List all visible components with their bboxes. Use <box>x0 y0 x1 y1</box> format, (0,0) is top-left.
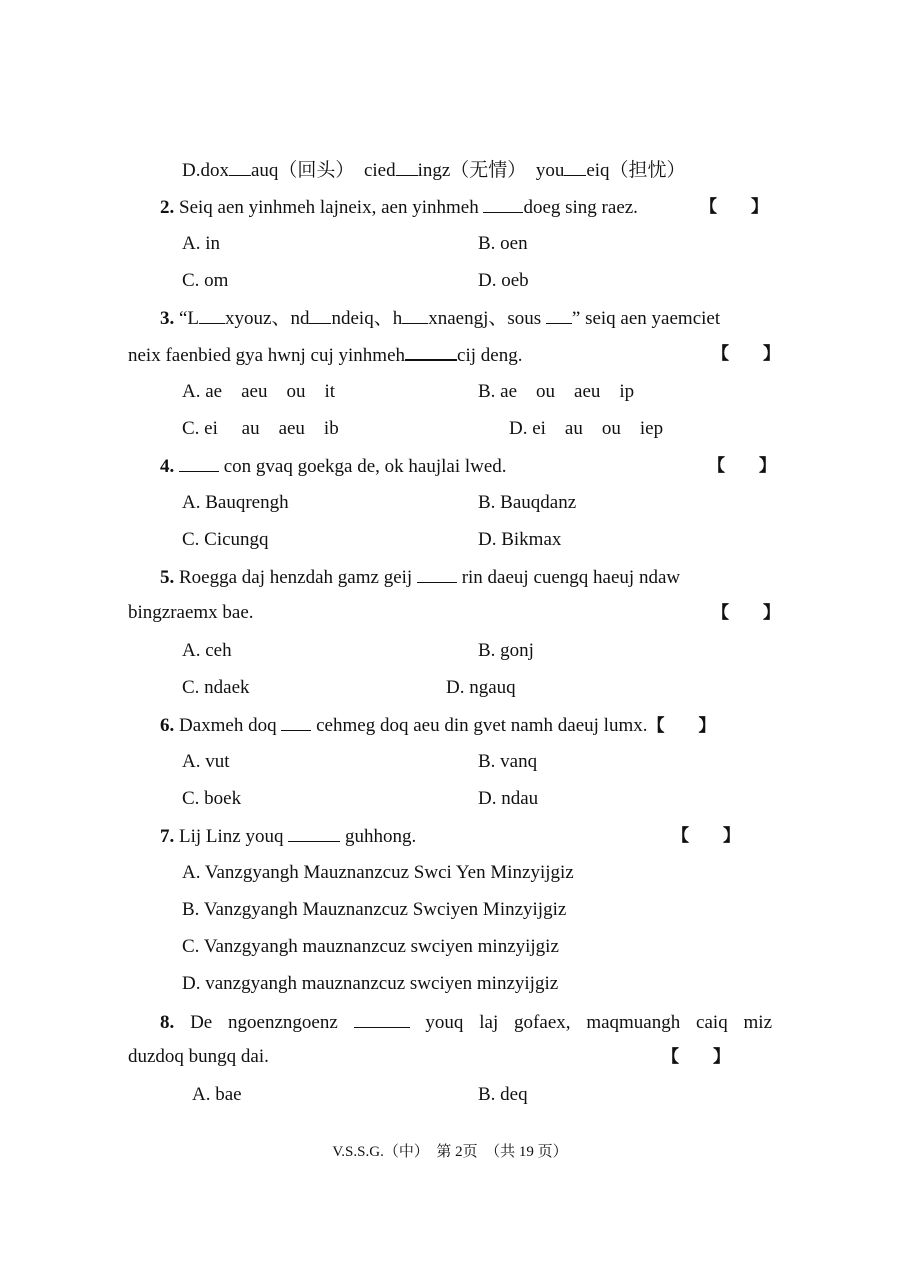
q1-option-d <box>182 158 686 183</box>
option-b: B. oen <box>478 233 528 254</box>
blank <box>288 824 340 842</box>
question-number: 3. <box>160 308 175 329</box>
answer-bracket: 【 】 <box>708 456 776 476</box>
question-8-line-2: duzdoq bungq dai. <box>128 1046 269 1067</box>
option-c: C. ndaek <box>182 677 250 698</box>
blank <box>229 158 251 176</box>
option-d: D. vanzgyangh mauznanzcuz swciyen minzyijgiz <box>182 973 559 994</box>
q1-d-e: eiq（担忧） <box>586 160 686 181</box>
question-number: 8. <box>160 1012 175 1033</box>
blank <box>417 565 457 583</box>
answer-bracket: 【 】 <box>700 197 768 217</box>
option-a: A. bae <box>192 1084 242 1105</box>
option-a: A. Vanzgyangh Mauznanzcuz Swci Yen Minzyijgiz <box>182 862 574 883</box>
option-c: C. ei au aeu ib <box>182 418 339 439</box>
question-text: youq laj gofaex, maqmuangh caiq miz <box>409 1012 773 1033</box>
question-text: ” seiq aen yaemciet <box>571 308 721 329</box>
blank <box>281 713 311 731</box>
answer-bracket: 【 】 <box>662 1047 730 1067</box>
option-d: D. Bikmax <box>478 529 562 550</box>
question-number: 5. <box>160 567 175 588</box>
question-2 <box>160 195 638 220</box>
option-b: B. deq <box>478 1084 528 1105</box>
q1-d-a: auq（回头） <box>250 160 345 181</box>
question-text: xnaengj、sous <box>428 308 546 329</box>
question-text: Daxmeh doq <box>179 715 282 736</box>
blank <box>483 195 523 213</box>
question-8 <box>160 1010 772 1035</box>
question-text: “L <box>179 308 200 329</box>
option-a: A. ceh <box>182 640 232 661</box>
option-b: B. Bauqdanz <box>478 492 577 513</box>
blank <box>546 306 572 324</box>
question-number: 4. <box>160 456 175 477</box>
q1-d-prefix: D.dox <box>182 160 229 181</box>
option-d: D. ndau <box>478 788 539 809</box>
question-number: 2. <box>160 197 175 218</box>
question-text: ndeiq、h <box>331 308 403 329</box>
answer-bracket: 【 】 <box>712 603 780 623</box>
option-d: D. oeb <box>478 270 529 291</box>
question-text: De ngoenzngoenz <box>190 1012 354 1033</box>
question-text: Seiq aen yinhmeh lajneix, aen yinhmeh <box>179 197 484 218</box>
option-c: C. Cicungq <box>182 529 269 550</box>
option-b: B. ae ou aeu ip <box>478 381 635 402</box>
question-text: xyouz、nd <box>225 308 310 329</box>
option-c: C. boek <box>182 788 242 809</box>
question-text: Lij Linz youq <box>179 826 289 847</box>
question-number: 6. <box>160 715 175 736</box>
question-3-line-2 <box>128 342 522 368</box>
question-3 <box>160 306 720 331</box>
question-text: cij deng. <box>457 345 523 366</box>
question-5 <box>160 565 680 590</box>
question-text: doeg sing raez. <box>523 197 638 218</box>
question-4 <box>160 454 507 479</box>
blank <box>405 342 457 361</box>
question-text: neix faenbied gya hwnj cuj yinhmeh <box>128 345 406 366</box>
answer-bracket: 【 】 <box>647 716 716 736</box>
option-b: B. gonj <box>478 640 534 661</box>
option-d: D. ei au ou iep <box>509 418 664 439</box>
blank <box>564 158 586 176</box>
blank <box>309 306 331 324</box>
option-c: C. Vanzgyangh mauznanzcuz swciyen minzyijgiz <box>182 936 559 957</box>
option-a: A. vut <box>182 751 230 772</box>
blank <box>199 306 225 324</box>
question-7 <box>160 824 416 849</box>
question-text: rin daeuj cuengq haeuj ndaw <box>456 567 681 588</box>
q1-d-d: you <box>535 160 565 181</box>
blank <box>402 306 428 324</box>
q1-d-c: ingz（无情） <box>417 160 517 181</box>
question-text: guhhong. <box>340 826 417 847</box>
blank <box>396 158 418 176</box>
option-a: A. in <box>182 233 220 254</box>
question-text: con gvaq goekga de, ok haujlai lwed. <box>219 456 507 477</box>
option-a: A. ae aeu ou it <box>182 381 336 402</box>
question-number: 7. <box>160 826 175 847</box>
question-text: cehmeg doq aeu din gvet namh daeuj lumx. <box>311 715 648 736</box>
option-b: B. Vanzgyangh Mauznanzcuz Swciyen Minzyijgiz <box>182 899 567 920</box>
blank <box>354 1010 410 1028</box>
blank <box>179 454 219 472</box>
question-text: Roegga daj henzdah gamz geij <box>179 567 417 588</box>
page-footer: V.S.S.G.（中） 第 2页 （共 19 页） <box>332 1144 568 1160</box>
question-5-line-2: bingzraemx bae. <box>128 602 254 623</box>
answer-bracket: 【 】 <box>712 344 780 364</box>
option-b: B. vanq <box>478 751 538 772</box>
q1-d-b: cied <box>363 160 396 181</box>
option-c: C. om <box>182 270 229 291</box>
answer-bracket: 【 】 <box>672 826 740 846</box>
question-6 <box>160 713 715 738</box>
option-a: A. Bauqrengh <box>182 492 289 513</box>
option-d: D. ngauq <box>446 677 516 698</box>
